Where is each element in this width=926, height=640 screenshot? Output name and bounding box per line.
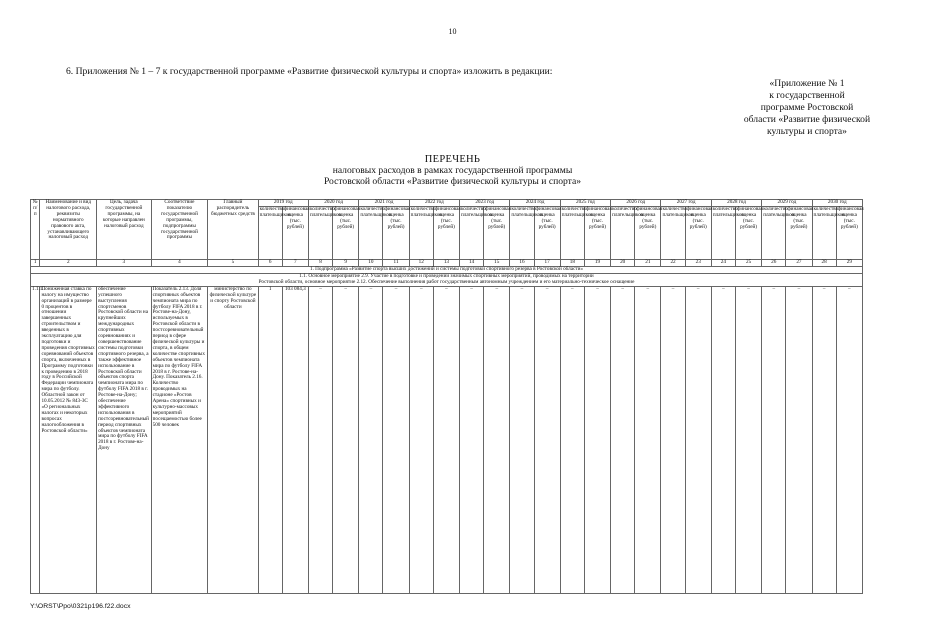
- header-year: 2026 год: [611, 200, 661, 207]
- dash-cell: –: [836, 286, 862, 593]
- column-number: 4: [151, 260, 208, 267]
- header-count: количество плательщиков: [409, 207, 433, 260]
- header-amount: финансовая оценка (тыс. рублей): [282, 207, 308, 260]
- header-amount: финансовая оценка (тыс. рублей): [635, 207, 661, 260]
- count-2019: 1: [258, 286, 282, 593]
- header-indicator: Соответствие показателю государственной программы, подпрограммы государственной программы: [151, 200, 208, 260]
- column-number: 8: [308, 260, 332, 267]
- header-count: количество плательщиков: [611, 207, 635, 260]
- column-number: 1: [31, 260, 40, 267]
- dash-cell: –: [409, 286, 433, 593]
- dash-cell: –: [611, 286, 635, 593]
- header-year: 2022 год: [409, 200, 459, 207]
- column-number: 20: [611, 260, 635, 267]
- dash-cell: –: [433, 286, 459, 593]
- dash-cell: –: [584, 286, 610, 593]
- header-amount: финансовая оценка (тыс. рублей): [333, 207, 359, 260]
- dash-cell: –: [560, 286, 584, 593]
- appendix-line: программе Ростовской: [760, 102, 854, 113]
- dash-cell: –: [661, 286, 685, 593]
- dash-cell: –: [711, 286, 735, 593]
- header-year: 2025 год: [560, 200, 610, 207]
- column-number: 9: [333, 260, 359, 267]
- header-count: количество плательщиков: [560, 207, 584, 260]
- title-heading: ПЕРЕЧЕНЬ: [424, 154, 481, 165]
- column-number: 26: [762, 260, 786, 267]
- header-count: количество плательщиков: [460, 207, 484, 260]
- header-amount: финансовая оценка (тыс. рублей): [383, 207, 409, 260]
- header-count: количество плательщиков: [711, 207, 735, 260]
- column-number: 12: [409, 260, 433, 267]
- amount-2019: 103 084,3: [282, 286, 308, 593]
- dash-cell: –: [308, 286, 332, 593]
- appendix-line: культуры и спорта»: [767, 126, 847, 137]
- appendix-line: «Приложение № 1: [769, 78, 845, 89]
- appendix-line: к государственной: [769, 90, 845, 101]
- header-count: количество плательщиков: [812, 207, 836, 260]
- appendix-line: области «Развитие физической: [743, 114, 871, 125]
- column-number: 5: [208, 260, 258, 267]
- event-row: [31, 274, 863, 287]
- column-number: 14: [460, 260, 484, 267]
- column-number: 22: [661, 260, 685, 267]
- dash-cell: –: [460, 286, 484, 593]
- title-line: Ростовской области «Развитие физической культуры и спорта»: [323, 176, 582, 187]
- header-year: 2019 год: [258, 200, 308, 207]
- dash-cell: –: [383, 286, 409, 593]
- column-number: 10: [359, 260, 383, 267]
- column-number: 16: [510, 260, 534, 267]
- header-year: 2020 год: [308, 200, 358, 207]
- column-number: 29: [836, 260, 862, 267]
- row-admin: министерство по физической культуре и спорту Ростовской области: [208, 286, 258, 593]
- header-year: 2028 год: [711, 200, 761, 207]
- column-number: 21: [635, 260, 661, 267]
- header-year: 2023 год: [460, 200, 510, 207]
- column-number: 6: [258, 260, 282, 267]
- header-amount: финансовая оценка (тыс. рублей): [484, 207, 510, 260]
- subprogram-title: 1. Подпрограмма «Развитие спорта высших достижений и системы подготовки спортивного резерва в Ростовской области»: [31, 267, 863, 274]
- column-number: 2: [40, 260, 97, 267]
- intro-paragraph: 6. Приложения № 1 – 7 к государственной программе «Развитие физической культуры и спорта» изложить в редакции:: [66, 66, 553, 77]
- dash-cell: –: [735, 286, 761, 593]
- dash-cell: –: [510, 286, 534, 593]
- header-count: количество плательщиков: [258, 207, 282, 260]
- header-number: № п/п: [31, 200, 40, 260]
- column-number: 13: [433, 260, 459, 267]
- dash-cell: –: [534, 286, 560, 593]
- header-name: Наименование и вид налогового расхода, реквизиты нормативного правового акта, устанавливающего налоговый расход: [40, 200, 97, 260]
- column-number: 25: [735, 260, 761, 267]
- row-name: Пониженная ставка по налогу на имущество организаций в размере 0 процентов в отношении завершенных строительством и введенных в эксплуатацию для подготовки и проведения спортивных соревнований объектов спорта, включенных в Программу подготовки к проведению в 2018 году в Российской Федерации чемпионата мира по футболу. Областной закон от 10.05.2012 № 843-ЗС «О региональных налогах и некоторых вопросах налогообложения в Ростовской области»: [40, 286, 97, 593]
- row-number: 1.1.1.: [31, 286, 40, 593]
- column-number: 23: [685, 260, 711, 267]
- dash-cell: –: [685, 286, 711, 593]
- header-amount: финансовая оценка (тыс. рублей): [584, 207, 610, 260]
- header-amount: финансовая оценка (тыс. рублей): [534, 207, 560, 260]
- header-count: количество плательщиков: [359, 207, 383, 260]
- row-indicator: Показатель 2.13. Доля спортивных объектов чемпионата мира по футболу FIFA 2018 в г. Ростове-на-Дону, используемых в Ростовской области в постсоревновательный период в сфере физической культуры и спорта, в общем количестве спортивных объектов чемпионата мира по футболу FIFA 2018 в г. Ростове-на-Дону. Показатель 2.16. Количество проводимых на стадионе «Ростов Арена» спортивных и культурно-массовых мероприятий посещаемостью более 500 человек: [151, 286, 208, 593]
- header-year: 2021 год: [359, 200, 409, 207]
- event-line: Ростовской области, основное мероприятие 2.12. Обеспечение выполнения работ государственным автономным учреждением и его материально-техническое оснащение: [258, 278, 635, 285]
- header-goal: Цель, задача государственной программы, на которые направлен налоговый расход: [97, 200, 152, 260]
- dash-cell: –: [635, 286, 661, 593]
- column-number: 24: [711, 260, 735, 267]
- header-year: 2030 год: [812, 200, 862, 207]
- header-amount: финансовая оценка (тыс. рублей): [735, 207, 761, 260]
- column-number: 15: [484, 260, 510, 267]
- dash-cell: –: [484, 286, 510, 593]
- header-amount: финансовая оценка (тыс. рублей): [836, 207, 862, 260]
- dash-cell: –: [762, 286, 786, 593]
- header-admin: Главный распорядитель бюджетных средств: [208, 200, 258, 260]
- header-amount: финансовая оценка (тыс. рублей): [786, 207, 812, 260]
- file-path-footer: Y:\ORST\Ppo\0321p196.f22.docx: [30, 603, 131, 610]
- column-number: 3: [97, 260, 152, 267]
- appendix-heading: [688, 78, 926, 138]
- column-number: 11: [383, 260, 409, 267]
- page-number: 10: [448, 27, 457, 36]
- header-year: 2027 год: [661, 200, 711, 207]
- header-count: количество плательщиков: [762, 207, 786, 260]
- header-count: количество плательщиков: [510, 207, 534, 260]
- document-title: [0, 154, 905, 187]
- row-goal: обеспечение успешного выступления спортсменов Ростовской области на крупнейших международных спортивных соревнованиях и совершенствование системы подготовки спортивного резерва, а также эффективное использование в Ростовской области объектов спорта чемпионата мира по футболу FIFA 2018 в г. Ростове-на-Дону; обеспечение эффективного использования в постсоревновательный период спортивных объектов чемпионата мира по футболу FIFA 2018 в г. Ростове-на-Дону: [97, 286, 152, 593]
- column-number: 7: [282, 260, 308, 267]
- column-number: 18: [560, 260, 584, 267]
- header-count: количество плательщиков: [661, 207, 685, 260]
- column-number: 19: [584, 260, 610, 267]
- dash-cell: –: [812, 286, 836, 593]
- header-amount: финансовая оценка (тыс. рублей): [433, 207, 459, 260]
- header-count: количество плательщиков: [308, 207, 332, 260]
- header-year: 2029 год: [762, 200, 812, 207]
- dash-cell: –: [786, 286, 812, 593]
- header-year: 2024 год: [510, 200, 560, 207]
- dash-cell: –: [359, 286, 383, 593]
- header-amount: финансовая оценка (тыс. рублей): [685, 207, 711, 260]
- event-line: 1.1. Основное мероприятие 2.9. Участие в подготовке и проведении значимых спортивных мероприятий, проводимых на территории: [299, 273, 594, 279]
- event-title: [31, 274, 863, 287]
- column-number: 27: [786, 260, 812, 267]
- column-number: 17: [534, 260, 560, 267]
- tax-expenditure-table: [30, 199, 863, 594]
- column-number: 28: [812, 260, 836, 267]
- title-line: налоговых расходов в рамках государственной программы: [332, 165, 573, 176]
- table-row: [31, 286, 863, 593]
- dash-cell: –: [333, 286, 359, 593]
